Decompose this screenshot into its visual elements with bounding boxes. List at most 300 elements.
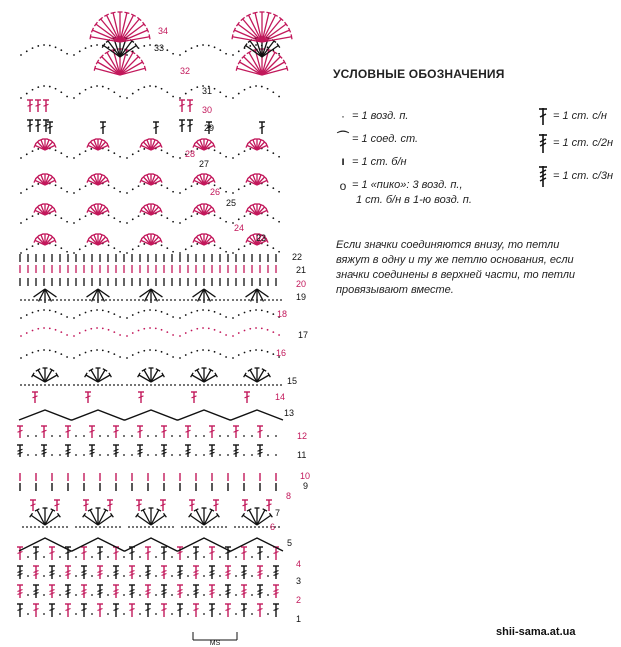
stitch-symbol [113,547,119,560]
chain-stitch [37,148,39,150]
chain-stitch [60,217,62,219]
chain-stitch [32,185,34,187]
chain-stitch [107,613,109,615]
chain-stitch [49,45,51,47]
chain-stitch [143,148,145,150]
chain-stitch [66,53,68,55]
chain-stitch [272,152,274,154]
chain-stitch [225,156,227,158]
chain-stitch [55,214,57,216]
chain-stitch [60,152,62,154]
chain-stitch [119,191,121,193]
stitch-symbol [161,585,167,598]
stitch-symbol [113,566,119,579]
chain-stitch [187,556,189,558]
chain-stitch [79,188,81,190]
chain-stitch [42,526,44,528]
chain-stitch [174,384,176,386]
chain-stitch [109,384,111,386]
chain-stitch [203,594,205,596]
chain-stitch [172,316,174,318]
fan-group [34,139,56,150]
chain-stitch [68,384,70,386]
fan-group [34,174,56,185]
stitch-symbol [81,585,87,598]
chain-stitch [90,86,92,88]
chain-stitch [171,454,173,456]
chain-stitch [278,156,280,158]
chain-stitch [117,299,119,301]
stitch-symbol [35,100,41,112]
chain-stitch [32,150,34,152]
chain-stitch [146,384,148,386]
note-text [336,238,606,298]
chain-stitch [113,331,115,333]
chain-stitch [249,328,251,330]
row-number: 33 [154,43,165,53]
chain-stitch [142,299,144,301]
chain-stitch [20,317,22,319]
chain-stitch [79,93,81,95]
chain-stitch [162,299,164,301]
stitch-symbol [244,392,250,403]
stitch-symbol [241,585,247,598]
chain-stitch [32,215,34,217]
stitch-symbol [257,604,263,617]
chain-stitch [232,157,234,159]
stitch-symbol [161,604,167,617]
chain-stitch [27,454,29,456]
chain-stitch [255,309,257,311]
chain-stitch [43,556,45,558]
stitch-symbol [259,122,265,134]
chain-stitch [161,311,163,313]
stitch-symbol [257,445,263,457]
chain-stitch [32,299,34,301]
chain-stitch [166,331,168,333]
chain-stitch [267,435,269,437]
chain-stitch [138,89,140,91]
chain-stitch [244,384,246,386]
legend-dc-label: = 1 ст. с/н [553,110,607,122]
chain-stitch [202,44,204,46]
chain-stitch [171,575,173,577]
chain-stitch [26,314,28,316]
chain-stitch [142,384,144,386]
chain-stitch [59,454,61,456]
chain-stitch [48,384,50,386]
chain-stitch [185,188,187,190]
chain-stitch [256,384,258,386]
chain-stitch [195,435,197,437]
chain-stitch [138,245,140,247]
chain-stitch [109,299,111,301]
chain-stitch [107,435,109,437]
chain-stitch [81,299,83,301]
note-line: вяжут в одну и ту же петлю основания, если [336,254,574,266]
chain-stitch [249,350,251,352]
chain-stitch [143,243,145,245]
chain-stitch [238,218,240,220]
chain-stitch [261,349,263,351]
chain-stitch [249,310,251,312]
chain-stitch [155,594,157,596]
chain-stitch [119,96,121,98]
chain-stitch [55,244,57,246]
stitch-symbol [65,604,71,617]
chain-stitch [59,556,61,558]
stitch-symbol [30,500,36,511]
chain-stitch [101,384,103,386]
chain-stitch [85,330,87,332]
chain-stitch [252,299,254,301]
chain-stitch [166,187,168,189]
chain-stitch [60,247,62,249]
chain-stitch [26,354,28,356]
chain-stitch [79,50,81,52]
row-number: 18 [277,309,288,319]
chain-stitch [251,435,253,437]
chain-stitch [185,314,187,316]
chain-stitch [272,384,274,386]
chain-stitch [196,310,198,312]
chain-stitch [161,244,163,246]
chain-stitch [155,575,157,577]
chain-stitch [170,299,172,301]
stitch-symbol [241,566,247,579]
chain-stitch [225,53,227,55]
chain-stitch [96,44,98,46]
chain-stitch [32,384,34,386]
stitch-symbol [193,547,199,560]
chain-stitch [199,384,201,386]
chain-stitch [79,153,81,155]
chain-stitch [238,188,240,190]
single-crochet-icon: ı [341,154,345,168]
chain-stitch [266,526,268,528]
stitch-symbol [85,392,91,403]
chain-stitch [24,384,26,386]
chain-stitch [90,183,92,185]
chain-stitch [223,299,225,301]
chain-stitch [132,188,134,190]
fan-group [138,368,165,382]
chain-stitch [197,526,199,528]
chain-stitch [102,86,104,88]
stitch-symbol [97,547,103,560]
chain-stitch [89,299,91,301]
chain-stitch [126,384,128,386]
chain-stitch [37,350,39,352]
row-number: 25 [226,198,237,208]
chain-stitch [130,384,132,386]
chain-stitch [113,299,115,301]
stitch-symbol [41,426,47,438]
chain-stitch [126,317,128,319]
chain-stitch [113,49,115,51]
chain-stitch [73,157,75,159]
stitch-symbol [137,445,143,457]
chain-stitch [55,46,57,48]
row-number: 1 [296,614,302,624]
chain-stitch [43,349,45,351]
chain-stitch [191,89,193,91]
stitch-symbol [273,604,279,617]
chain-stitch [119,526,121,528]
chain-stitch [77,384,79,386]
stitch-symbol [241,547,247,560]
stitch-symbol [161,566,167,579]
chain-stitch [225,191,227,193]
chain-stitch [227,435,229,437]
chain-stitch [195,384,197,386]
stitch-symbol [81,566,87,579]
chain-stitch [238,50,240,52]
chain-stitch [89,384,91,386]
chain-stitch [126,222,128,224]
chain-stitch [55,311,57,313]
chain-stitch [240,384,242,386]
chain-stitch [147,435,149,437]
chain-stitch [267,329,269,331]
chain-stitch [73,222,75,224]
stitch-symbol [81,547,87,560]
chain-stitch [162,384,164,386]
note-line: значки соединены в верхней части, то петли [336,269,576,281]
chain-stitch [113,217,115,219]
chain-stitch [238,93,240,95]
chain-stitch [32,245,34,247]
chain-stitch [126,252,128,254]
chain-stitch [43,85,45,87]
chain-stitch [191,352,193,354]
chain-stitch [20,299,22,301]
chain-stitch [234,526,236,528]
chain-stitch [179,435,181,437]
chain-stitch [75,594,77,596]
chain-stitch [20,97,22,99]
chain-stitch [185,248,187,250]
chain-stitch [113,152,115,154]
stitch-symbol [191,392,197,403]
chain-stitch [108,46,110,48]
chain-stitch [191,245,193,247]
legend-dtr-label: = 1 ст. с/2н [553,137,614,149]
chain-stitch [256,299,258,301]
chain-stitch [196,45,198,47]
chain-stitch [146,299,148,301]
chain-stitch [60,299,62,301]
chain-stitch [32,312,34,314]
chain-stitch [149,327,151,329]
chain-stitch [99,526,101,528]
chain-stitch [238,248,240,250]
chain-stitch [96,85,98,87]
chain-stitch [242,526,244,528]
chain-stitch [73,384,75,386]
chain-stitch [219,594,221,596]
chain-stitch [152,526,154,528]
chain-stitch [73,54,75,56]
chain-stitch [73,335,75,337]
chain-stitch [93,299,95,301]
chain-stitch [219,217,221,219]
chain-stitch [166,313,168,315]
chain-stitch [235,613,237,615]
chain-stitch [172,53,174,55]
stitch-symbol [137,426,143,438]
chain-stitch [56,384,58,386]
stitch-symbol [145,604,151,617]
stitch-symbol [185,426,191,438]
chain-stitch [55,149,57,151]
fan-group [246,174,268,185]
chain-stitch [158,384,160,386]
chain-stitch [235,575,237,577]
chain-stitch [187,575,189,577]
chain-stitch [35,454,37,456]
chain-stitch [126,157,128,159]
chain-stitch [108,214,110,216]
stitch-symbol [65,566,71,579]
stitch-symbol [17,585,23,598]
chain-stitch [154,299,156,301]
chain-stitch [219,575,221,577]
stitch-symbol [113,445,119,457]
chain-stitch [185,50,187,52]
row-number: 32 [180,66,191,76]
chain-stitch [199,299,201,301]
chain-stitch [187,384,189,386]
stitch-symbol [47,122,53,134]
fan-group [140,174,162,185]
chain-stitch [171,613,173,615]
chain-stitch [91,556,93,558]
chain-stitch [90,328,92,330]
chain-stitch [172,191,174,193]
chain-stitch [102,327,104,329]
chain-stitch [55,329,57,331]
chain-stitch [232,317,234,319]
fan-group [87,174,109,185]
chain-stitch [73,192,75,194]
stitch-symbol [209,566,215,579]
chain-stitch [251,594,253,596]
chain-stitch [60,384,62,386]
chain-stitch [60,353,62,355]
chain-stitch [85,150,87,152]
row-number: 21 [296,265,307,275]
chain-stitch [113,313,115,315]
chain-stitch [75,556,77,558]
stitch-symbol [100,122,106,134]
chain-stitch [203,613,205,615]
chain-stitch [37,183,39,185]
stitch-symbol [273,566,279,579]
chain-stitch [249,213,251,215]
stitch-symbol [65,585,71,598]
fan-group [87,204,109,215]
chain-stitch [49,349,51,351]
chain-stitch [119,356,121,358]
stitch-symbol [153,122,159,134]
chain-stitch [77,299,79,301]
chain-stitch [214,351,216,353]
fan-group [246,204,268,215]
row-number: 23 [256,233,267,243]
chain-stitch [267,88,269,90]
chain-stitch [113,91,115,93]
chain-stitch [207,384,209,386]
chain-stitch [244,89,246,91]
stitch-symbol [129,604,135,617]
chain-stitch [38,526,40,528]
chain-stitch [66,316,68,318]
chain-stitch [64,299,66,301]
chain-stitch [260,299,262,301]
chain-stitch [264,384,266,386]
chain-stitch [62,526,64,528]
chain-stitch [85,245,87,247]
chain-stitch [268,384,270,386]
chain-stitch [108,329,110,331]
stitch-symbol [33,547,39,560]
chain-stitch [90,243,92,245]
chain-stitch [149,85,151,87]
chain-stitch [79,354,81,356]
chain-stitch [73,317,75,319]
chain-stitch [238,526,240,528]
chain-stitch [108,88,110,90]
chain-stitch [272,217,274,219]
chain-stitch [267,351,269,353]
chain-stitch [219,299,221,301]
chain-stitch [232,357,234,359]
chain-stitch [35,435,37,437]
chain-stitch [172,356,174,358]
chain-stitch [191,47,193,49]
chain-stitch [166,384,168,386]
stitch-symbol [17,426,23,438]
chain-stitch [272,187,274,189]
chain-stitch [158,299,160,301]
chain-stitch [139,594,141,596]
chain-stitch [107,594,109,596]
chain-stitch [232,54,234,56]
chain-stitch [32,352,34,354]
chain-stitch [248,384,250,386]
legend-slip-label: = 1 соед. ст. [352,133,419,145]
stitch-symbol [225,566,231,579]
row-number: 16 [276,348,287,358]
stitch-symbol [113,604,119,617]
stitch-symbol [177,566,183,579]
chain-stitch [99,454,101,456]
chain-stitch [50,526,52,528]
slip-stitch-icon: ⌒ [336,130,349,144]
stitch-symbol [107,500,113,511]
chain-stitch [219,613,221,615]
chain-stitch [43,327,45,329]
chain-stitch [40,384,42,386]
fan-group [191,368,218,382]
chain-stitch [191,185,193,187]
chain-stitch [43,594,45,596]
chain-stitch [95,526,97,528]
stitch-symbol [209,547,215,560]
chain-stitch [267,244,269,246]
chain-stitch [276,299,278,301]
